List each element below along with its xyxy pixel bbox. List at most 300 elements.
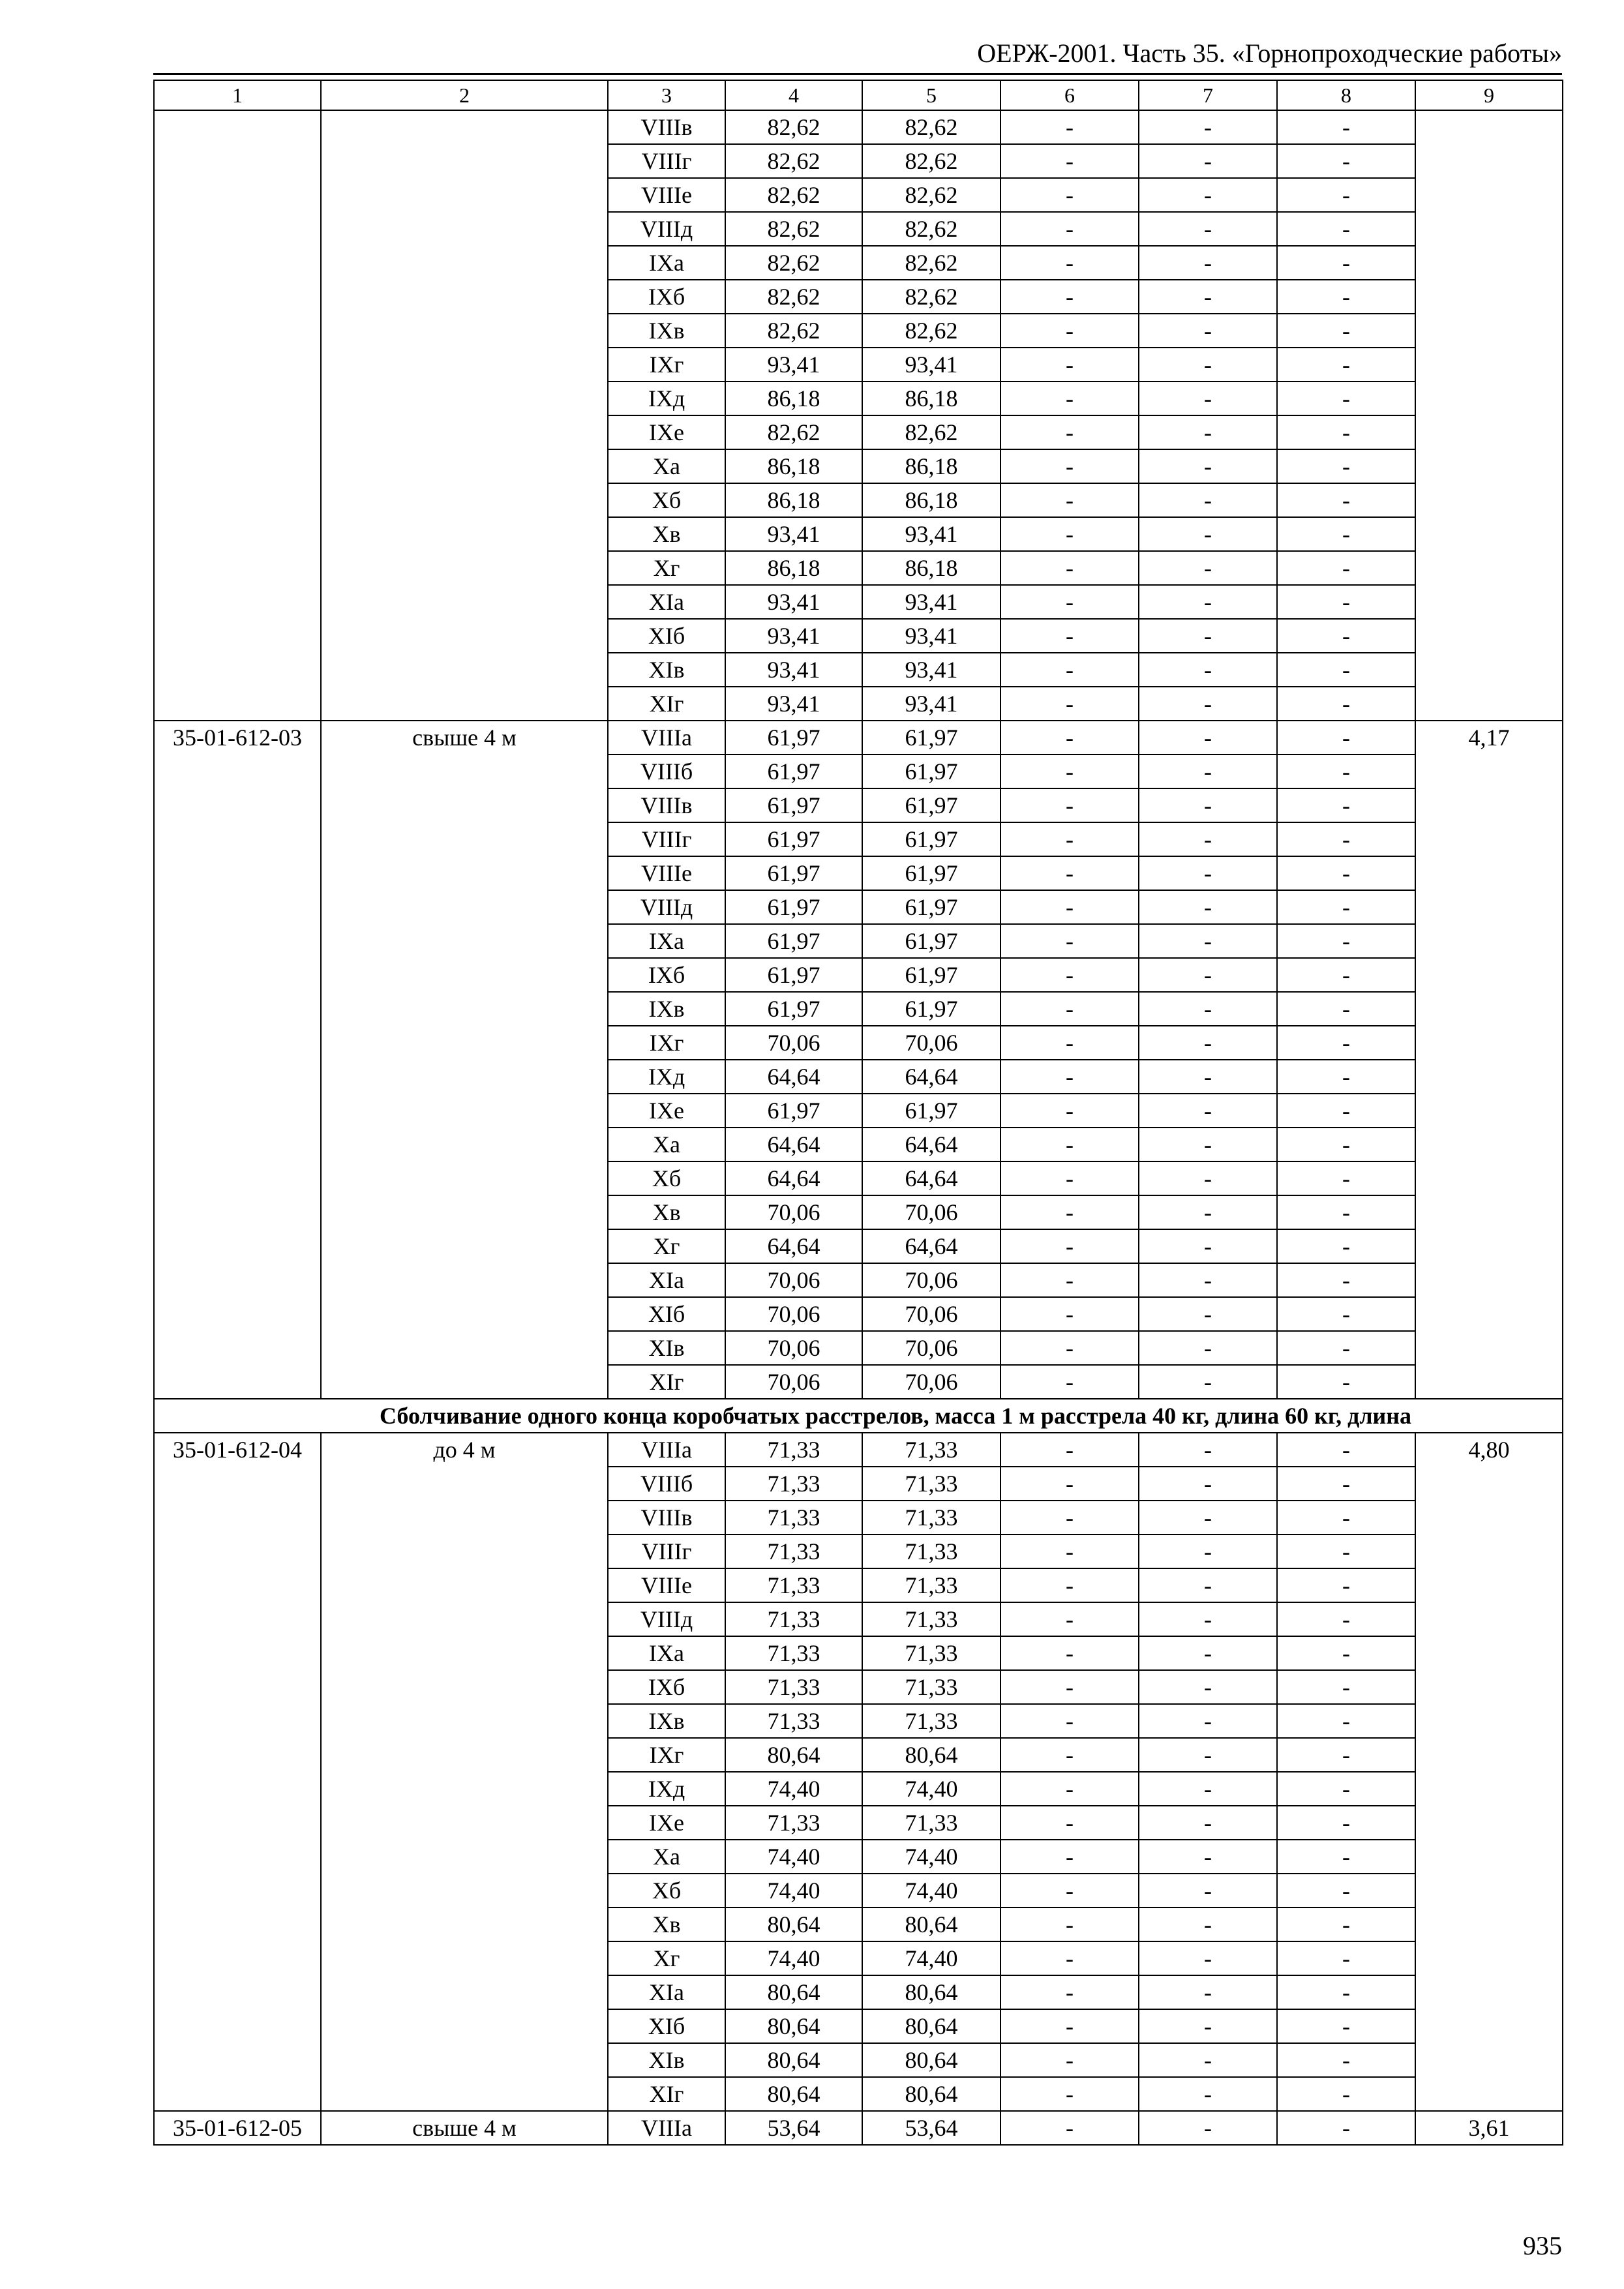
table-cell: 70,06: [862, 1263, 1000, 1297]
table-cell: 53,64: [725, 2111, 862, 2145]
table-cell: -: [1277, 1738, 1415, 1772]
rock-category: IXб: [608, 280, 725, 314]
table-cell: 93,41: [725, 653, 862, 687]
table-cell: -: [1000, 856, 1139, 890]
rock-category: VIIIе: [608, 856, 725, 890]
table-cell: 80,64: [862, 1975, 1000, 2009]
table-cell: -: [1277, 1161, 1415, 1195]
table-cell: -: [1000, 924, 1139, 958]
rock-category: VIIIв: [608, 788, 725, 822]
table-cell: 71,33: [725, 1704, 862, 1738]
rock-category: VIIIа: [608, 2111, 725, 2145]
table-cell: -: [1000, 1975, 1139, 2009]
table-cell: 70,06: [862, 1331, 1000, 1365]
table-cell: -: [1277, 348, 1415, 382]
rock-category: IXд: [608, 1060, 725, 1094]
norm-code: 35-01-612-04: [154, 1433, 321, 2111]
table-row: [154, 2111, 1563, 2145]
table-cell: -: [1139, 890, 1277, 924]
table-cell: 71,33: [862, 1568, 1000, 1602]
table-cell: 82,62: [862, 178, 1000, 212]
rock-category: Xб: [608, 1161, 725, 1195]
table-cell: 86,18: [725, 551, 862, 585]
table-cell: 82,62: [725, 178, 862, 212]
table-cell: 82,62: [862, 415, 1000, 449]
table-cell: 64,64: [862, 1161, 1000, 1195]
table-cell: 93,41: [862, 348, 1000, 382]
table-cell: -: [1139, 2043, 1277, 2077]
table-cell: -: [1139, 1467, 1277, 1501]
table-cell: -: [1000, 415, 1139, 449]
table-cell: 64,64: [862, 1229, 1000, 1263]
table-cell: 61,97: [862, 890, 1000, 924]
rock-category: XIв: [608, 2043, 725, 2077]
table-cell: -: [1000, 619, 1139, 653]
table-cell: 93,41: [725, 348, 862, 382]
rock-category: VIIIв: [608, 110, 725, 144]
table-cell: -: [1139, 1094, 1277, 1128]
table-cell: -: [1277, 958, 1415, 992]
table-cell: -: [1277, 1840, 1415, 1874]
table-cell: -: [1139, 1874, 1277, 1908]
table-cell: 70,06: [725, 1026, 862, 1060]
table-cell: 93,41: [862, 619, 1000, 653]
table-cell: -: [1139, 1772, 1277, 1806]
table-cell: 82,62: [862, 144, 1000, 178]
table-cell: -: [1277, 1263, 1415, 1297]
rock-category: VIIIа: [608, 721, 725, 755]
table-cell: -: [1277, 1874, 1415, 1908]
rock-category: IXг: [608, 1026, 725, 1060]
rock-category: VIIIг: [608, 144, 725, 178]
table-cell: -: [1277, 890, 1415, 924]
table-cell: 61,97: [862, 1094, 1000, 1128]
norms-table: [153, 80, 1563, 2146]
table-cell: -: [1139, 1297, 1277, 1331]
table-cell: -: [1000, 958, 1139, 992]
table-cell: -: [1139, 1806, 1277, 1840]
table-cell: 80,64: [725, 2077, 862, 2111]
rock-category: XIв: [608, 1331, 725, 1365]
table-cell: -: [1000, 687, 1139, 721]
rock-category: IXе: [608, 415, 725, 449]
table-cell: -: [1139, 2077, 1277, 2111]
table-cell: 71,33: [862, 1501, 1000, 1534]
table-cell: 80,64: [862, 2077, 1000, 2111]
table-cell: -: [1277, 382, 1415, 415]
column-number: 3: [608, 80, 725, 110]
table-cell: -: [1139, 1263, 1277, 1297]
table-cell: -: [1139, 1975, 1277, 2009]
table-cell: 82,62: [725, 280, 862, 314]
table-cell: -: [1000, 1602, 1139, 1636]
col9-value: [1415, 110, 1563, 721]
rock-category: IXв: [608, 314, 725, 348]
rock-category: Xб: [608, 483, 725, 517]
table-cell: 64,64: [725, 1060, 862, 1094]
table-cell: -: [1000, 1060, 1139, 1094]
rock-category: IXд: [608, 1772, 725, 1806]
table-cell: -: [1000, 1297, 1139, 1331]
table-cell: -: [1139, 687, 1277, 721]
table-cell: -: [1000, 280, 1139, 314]
table-cell: -: [1139, 755, 1277, 788]
table-cell: -: [1000, 2077, 1139, 2111]
table-cell: 61,97: [862, 992, 1000, 1026]
column-number-row: [154, 80, 1563, 110]
norm-description: свыше 4 м: [321, 2111, 608, 2145]
table-cell: 71,33: [862, 1670, 1000, 1704]
norm-description: до 4 м: [321, 1433, 608, 2111]
table-cell: -: [1000, 1840, 1139, 1874]
table-cell: 61,97: [862, 924, 1000, 958]
table-cell: -: [1139, 653, 1277, 687]
table-cell: -: [1139, 1704, 1277, 1738]
rock-category: IXа: [608, 246, 725, 280]
table-cell: 61,97: [862, 958, 1000, 992]
table-cell: -: [1000, 1467, 1139, 1501]
rock-category: IXв: [608, 1704, 725, 1738]
table-cell: 74,40: [862, 1941, 1000, 1975]
table-cell: 93,41: [725, 517, 862, 551]
table-cell: -: [1000, 1026, 1139, 1060]
table-cell: 80,64: [862, 1908, 1000, 1941]
table-cell: -: [1139, 314, 1277, 348]
table-cell: -: [1277, 1636, 1415, 1670]
table-cell: -: [1139, 382, 1277, 415]
rock-category: XIа: [608, 1975, 725, 2009]
table-cell: -: [1139, 1670, 1277, 1704]
column-number: 2: [321, 80, 608, 110]
table-cell: -: [1139, 1331, 1277, 1365]
table-cell: -: [1277, 415, 1415, 449]
table-cell: -: [1000, 314, 1139, 348]
table-cell: -: [1139, 1534, 1277, 1568]
table-cell: 70,06: [725, 1263, 862, 1297]
table-cell: 71,33: [862, 1467, 1000, 1501]
table-cell: -: [1139, 1128, 1277, 1161]
table-cell: -: [1000, 348, 1139, 382]
rock-category: XIв: [608, 653, 725, 687]
table-cell: 82,62: [725, 110, 862, 144]
table-cell: -: [1139, 1026, 1277, 1060]
table-cell: 61,97: [725, 1094, 862, 1128]
table-cell: -: [1277, 721, 1415, 755]
table-cell: 61,97: [725, 992, 862, 1026]
table-cell: 80,64: [862, 2009, 1000, 2043]
table-cell: 86,18: [862, 551, 1000, 585]
table-cell: -: [1139, 517, 1277, 551]
table-cell: -: [1000, 1263, 1139, 1297]
table-cell: 70,06: [862, 1195, 1000, 1229]
table-row: [154, 721, 1563, 755]
table-cell: 86,18: [862, 483, 1000, 517]
table-cell: 71,33: [725, 1534, 862, 1568]
table-cell: 82,62: [862, 110, 1000, 144]
table-cell: -: [1277, 2111, 1415, 2145]
rock-category: XIг: [608, 1365, 725, 1399]
table-cell: 71,33: [862, 1636, 1000, 1670]
table-cell: 71,33: [862, 1704, 1000, 1738]
rock-category: Xв: [608, 1908, 725, 1941]
table-cell: 61,97: [862, 856, 1000, 890]
page-header: ОЕРЖ-2001. Часть 35. «Горнопроходческие работы»: [977, 38, 1562, 68]
rock-category: IXб: [608, 1670, 725, 1704]
table-cell: -: [1139, 585, 1277, 619]
table-row: [154, 110, 1563, 144]
rock-category: XIа: [608, 585, 725, 619]
table-cell: 70,06: [862, 1297, 1000, 1331]
table-cell: -: [1277, 585, 1415, 619]
table-cell: 71,33: [862, 1806, 1000, 1840]
rock-category: VIIIе: [608, 178, 725, 212]
table-cell: -: [1139, 178, 1277, 212]
table-cell: -: [1139, 1840, 1277, 1874]
rock-category: Xа: [608, 449, 725, 483]
table-cell: -: [1139, 348, 1277, 382]
page-number: 935: [1523, 2231, 1562, 2260]
table-cell: -: [1277, 246, 1415, 280]
table-cell: -: [1000, 992, 1139, 1026]
rock-category: XIб: [608, 1297, 725, 1331]
table-cell: 86,18: [725, 382, 862, 415]
table-cell: 61,97: [725, 856, 862, 890]
table-cell: 93,41: [725, 687, 862, 721]
table-cell: -: [1277, 1568, 1415, 1602]
table-cell: 93,41: [725, 619, 862, 653]
table-cell: -: [1000, 1738, 1139, 1772]
table-cell: 82,62: [862, 212, 1000, 246]
rock-category: VIIIв: [608, 1501, 725, 1534]
rock-category: IXг: [608, 348, 725, 382]
table-cell: 71,33: [862, 1534, 1000, 1568]
table-cell: -: [1277, 2009, 1415, 2043]
table-cell: -: [1139, 415, 1277, 449]
rock-category: VIIIг: [608, 822, 725, 856]
table-cell: -: [1139, 551, 1277, 585]
table-cell: 61,97: [725, 721, 862, 755]
table-cell: -: [1000, 755, 1139, 788]
table-cell: -: [1000, 551, 1139, 585]
column-number: 8: [1277, 80, 1415, 110]
table-cell: 74,40: [725, 1772, 862, 1806]
norm-code: 35-01-612-05: [154, 2111, 321, 2145]
table-cell: -: [1139, 1738, 1277, 1772]
rock-category: Xб: [608, 1874, 725, 1908]
rock-category: IXе: [608, 1094, 725, 1128]
table-cell: 70,06: [725, 1365, 862, 1399]
table-cell: -: [1277, 1195, 1415, 1229]
table-cell: -: [1277, 1128, 1415, 1161]
rock-category: IXг: [608, 1738, 725, 1772]
rock-category: VIIIе: [608, 1568, 725, 1602]
table-cell: -: [1000, 1433, 1139, 1467]
norm-code: [154, 110, 321, 721]
table-cell: 70,06: [725, 1331, 862, 1365]
table-cell: -: [1139, 1161, 1277, 1195]
table-cell: -: [1000, 1772, 1139, 1806]
table-cell: -: [1277, 924, 1415, 958]
table-cell: -: [1000, 2043, 1139, 2077]
rock-category: VIIIд: [608, 890, 725, 924]
table-cell: 71,33: [725, 1433, 862, 1467]
table-cell: -: [1139, 1568, 1277, 1602]
table-cell: -: [1139, 2009, 1277, 2043]
table-cell: 74,40: [862, 1772, 1000, 1806]
table-cell: -: [1277, 619, 1415, 653]
table-cell: 61,97: [862, 755, 1000, 788]
table-cell: 70,06: [725, 1195, 862, 1229]
table-cell: -: [1277, 1094, 1415, 1128]
table-cell: -: [1000, 1806, 1139, 1840]
table-cell: 93,41: [862, 653, 1000, 687]
col9-value: 3,61: [1415, 2111, 1563, 2145]
table-cell: -: [1277, 1975, 1415, 2009]
table-cell: 86,18: [725, 483, 862, 517]
table-cell: 61,97: [725, 890, 862, 924]
table-cell: -: [1000, 517, 1139, 551]
table-cell: 74,40: [725, 1840, 862, 1874]
table-cell: -: [1000, 890, 1139, 924]
table-cell: -: [1000, 1874, 1139, 1908]
table-cell: 82,62: [725, 314, 862, 348]
table-cell: -: [1277, 755, 1415, 788]
table-cell: -: [1139, 721, 1277, 755]
table-cell: -: [1277, 280, 1415, 314]
table-cell: -: [1277, 1060, 1415, 1094]
table-cell: -: [1277, 110, 1415, 144]
table-cell: -: [1139, 449, 1277, 483]
table-cell: -: [1000, 1128, 1139, 1161]
table-cell: 64,64: [862, 1060, 1000, 1094]
table-row: [154, 1433, 1563, 1467]
table-cell: -: [1139, 212, 1277, 246]
rock-category: VIIIб: [608, 755, 725, 788]
norm-description: [321, 110, 608, 721]
table-cell: -: [1277, 1772, 1415, 1806]
table-cell: -: [1000, 1501, 1139, 1534]
rock-category: IXе: [608, 1806, 725, 1840]
rock-category: IXб: [608, 958, 725, 992]
norm-code: 35-01-612-03: [154, 721, 321, 1399]
table-cell: -: [1000, 1195, 1139, 1229]
table-cell: -: [1277, 653, 1415, 687]
table-cell: -: [1139, 110, 1277, 144]
col9-value: 4,80: [1415, 1433, 1563, 2111]
table-cell: -: [1277, 1908, 1415, 1941]
table-cell: -: [1277, 992, 1415, 1026]
table-cell: -: [1277, 2077, 1415, 2111]
table-cell: -: [1277, 178, 1415, 212]
table-cell: 86,18: [862, 382, 1000, 415]
table-cell: 71,33: [725, 1636, 862, 1670]
table-cell: 82,62: [725, 212, 862, 246]
table-cell: -: [1277, 1433, 1415, 1467]
table-cell: -: [1000, 1161, 1139, 1195]
table-cell: -: [1000, 1636, 1139, 1670]
table-cell: -: [1000, 246, 1139, 280]
table-cell: -: [1277, 1331, 1415, 1365]
table-cell: -: [1277, 1501, 1415, 1534]
rock-category: XIб: [608, 619, 725, 653]
table-cell: 93,41: [725, 585, 862, 619]
table-cell: -: [1277, 1229, 1415, 1263]
table-cell: -: [1139, 1195, 1277, 1229]
rock-category: XIб: [608, 2009, 725, 2043]
table-cell: -: [1000, 1568, 1139, 1602]
table-cell: 71,33: [725, 1602, 862, 1636]
table-cell: -: [1139, 144, 1277, 178]
table-cell: -: [1139, 2111, 1277, 2145]
rock-category: IXа: [608, 1636, 725, 1670]
table-cell: -: [1139, 992, 1277, 1026]
table-cell: 64,64: [725, 1128, 862, 1161]
table-cell: 61,97: [862, 822, 1000, 856]
table-cell: -: [1000, 2111, 1139, 2145]
table-cell: -: [1139, 1602, 1277, 1636]
rock-category: Xа: [608, 1128, 725, 1161]
table-cell: -: [1139, 1501, 1277, 1534]
rock-category: Xв: [608, 1195, 725, 1229]
table-cell: 86,18: [725, 449, 862, 483]
table-cell: -: [1277, 1297, 1415, 1331]
rock-category: Xг: [608, 1229, 725, 1263]
table-cell: 71,33: [725, 1467, 862, 1501]
table-cell: -: [1139, 483, 1277, 517]
table-cell: -: [1277, 1026, 1415, 1060]
table-cell: -: [1000, 1670, 1139, 1704]
table-cell: 74,40: [862, 1840, 1000, 1874]
table-cell: 61,97: [725, 755, 862, 788]
table-cell: -: [1277, 483, 1415, 517]
table-cell: 71,33: [725, 1568, 862, 1602]
table-cell: -: [1277, 551, 1415, 585]
table-body: [154, 80, 1563, 2145]
table-cell: 86,18: [862, 449, 1000, 483]
table-cell: -: [1277, 1670, 1415, 1704]
rock-category: XIг: [608, 687, 725, 721]
table-cell: -: [1000, 653, 1139, 687]
table-cell: -: [1277, 1365, 1415, 1399]
rock-category: VIIIг: [608, 1534, 725, 1568]
table-cell: -: [1277, 144, 1415, 178]
table-cell: 82,62: [862, 314, 1000, 348]
rock-category: Xа: [608, 1840, 725, 1874]
table-cell: 82,62: [725, 144, 862, 178]
table-cell: -: [1000, 721, 1139, 755]
table-cell: -: [1277, 1534, 1415, 1568]
header-rule: [153, 73, 1562, 75]
table-cell: 93,41: [862, 517, 1000, 551]
norm-description: свыше 4 м: [321, 721, 608, 1399]
table-cell: 64,64: [725, 1161, 862, 1195]
table-cell: 80,64: [725, 2043, 862, 2077]
table-cell: 70,06: [862, 1026, 1000, 1060]
table-cell: 74,40: [725, 1941, 862, 1975]
table-cell: 80,64: [725, 1738, 862, 1772]
table-cell: 64,64: [862, 1128, 1000, 1161]
table-cell: -: [1277, 517, 1415, 551]
table-cell: -: [1139, 958, 1277, 992]
table-cell: -: [1000, 483, 1139, 517]
table-cell: 82,62: [725, 415, 862, 449]
table-cell: -: [1000, 1094, 1139, 1128]
section-title-row: [154, 1399, 1563, 1433]
column-number: 4: [725, 80, 862, 110]
table-cell: -: [1000, 1331, 1139, 1365]
table-cell: -: [1277, 822, 1415, 856]
table-cell: -: [1000, 585, 1139, 619]
